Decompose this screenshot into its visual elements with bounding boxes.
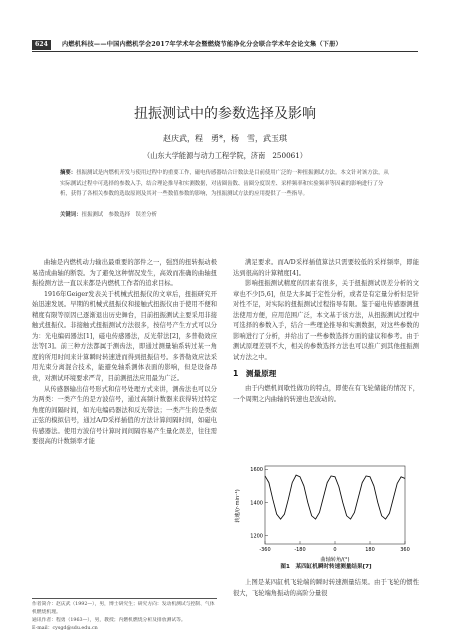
right-column [233,258,419,405]
footnote-line: 通讯作者：程勇（1963—），男，教授；内燃机燃烧分析及排放测试等。 [32,618,186,623]
left-column [32,258,217,448]
abstract [60,168,392,200]
keywords-text: 扭振测试 参数选择 误差分析 [81,212,158,218]
paragraph: 从传感器输出信号形式和信号处理方式来讲，测齿法也可以分为两类：一类产生的是方波信号，通过高频计数器来获得转过特定角度的间隔时间，如光电编码器法和反光带法；一类产生的是类似正弦的模拟信号，通过A/D采样插值的方法计算间隔时间，如磁电传感器法。使用方波信号计算时间间隔容易产生量化误差，往往需要很高的计数频率才能 [32,385,217,446]
keywords [60,210,392,220]
y-axis-label: 转速/(r·min⁻¹) [235,489,241,523]
y-tick-label: 1200 [250,533,263,540]
x-tick-label: 180 [365,547,375,553]
x-tick-label: 360 [400,547,410,553]
page-number: 624 [32,40,51,50]
section-heading: 1 测量原理 [233,369,277,379]
keywords-label: 关键词： [60,212,82,218]
abstract-label: 摘要： [60,170,77,176]
affiliation: （山东大学能源与动力工程学院，济南 250061） [142,151,307,160]
footnote-line: E-mail：cysgd@sdu.edu.cn [32,626,98,631]
speed-chart [233,460,419,564]
paragraph: 上图是某四缸机飞轮端的瞬时转速测量结果。由于飞轮的惯性很大，飞轮端角振动的高阶分量很 [233,579,419,597]
paragraph: 满足要求。而A/D采样插值算法只需要较低的采样频率，即能达到很高的计算精度[4]。 [233,259,419,277]
y-tick-label: 1600 [250,467,263,474]
x-tick-label: -180 [294,547,306,553]
authors: 赵庆武，程 勇*，杨 雪，武玉琪 [163,134,287,143]
paragraph: 影响扭振测试精度的因素有很多，关于扭振测试误差分析的文章也不少[5,6]，但是大多属于定性分析，或者是有定量分析但是针对性不足，对实际的扭振测试过程指导有限。鉴于磁电传感器测扭法使用方便，应用范围广泛，本文基于该方法，从扭振测试过程中可选择的参数入手，结合一些理论推导和实测数据，对这些参数的影响进行了分析，并给出了一些参数选择方面的建议和参考。由于测试原理差别不大，相关的参数选择方法也可以推广到其他扭振测试方法之中。 [233,280,419,361]
abstract-text: 扭振测试是内燃机开发与使用过程中的重要工作，磁电传感器结合计数法是目前使用广泛的一种扭振测试方法。本文针对该方法，从实际测试过程中可选择的参数入手，结合理论推导和实测数据，对齿圈齿数、齿圈分度误差、采样频率和实验频率等因素的影响进行了分析，获得了各相关参数的选取原则及其对一些数值参数的影响，为扭振测试方法的应用提供了一些指导。 [60,170,389,197]
paragraph: 曲轴是内燃机动力输出最重要的部件之一，强烈的扭转振动极易造成曲轴的断裂。为了避免这种情况发生，高效而准确的曲轴扭振检测方法一直以来都是内燃机工作者的追求目标。 [32,259,217,288]
running-title: 内燃机科技——中国内燃机学会2017年学术年会暨燃烧节能净化分会联合学术年会论文集（下册） [62,41,342,48]
y-tick-label: 1400 [250,500,263,507]
paper-title: 扭振测试中的参数选择及影响 [134,106,316,122]
x-axis-label: 曲轴转角/(°) [320,557,350,563]
bottom-right-text [233,578,419,599]
speed-series-line [265,475,405,519]
x-tick-label: -360 [259,547,271,553]
footnote [32,598,217,633]
x-tick-label: 0 [333,547,337,553]
paragraph: 由于内燃机间歇性做功的特点，即使在有飞轮储能的情况下，一个周期之内曲轴的转速也是波动的。 [233,385,419,403]
figure-caption: 图1 某四缸机瞬时转速测量结果[7] [280,564,372,570]
paragraph: 1916年Geiger发表关于机械式扭振仪的文章后，扭振研究开始迅速发展。早期的机械式扭振仪和接触式扭振仪由于使用不便和精度有限等原因已逐渐退出历史舞台，目前扭振测试主要采用非接触式扭振仪。非接触式扭振测试方法很多，按信号产生方式可以分为：光电编码器法[1]，磁电传感器法，反光带法[2]，多普勒效应法等[3]。前三种方法都属于测齿法，即通过测量轴系转过某一角度的所用时间来计算瞬时转速进而得到扭振信号。多普勒效应法采用光束分离混合技术，能避免轴系测体表面的影响，但是设备昂贵，对测试环境要求严苛，目前测扭法应用最为广泛。 [32,290,217,383]
footnote-line: 作者简介：赵庆武（1992—），男，博士研究生；研究方向：发动机测试与控制、气体机燃烧机理。 [32,602,215,615]
running-header [32,39,418,52]
figure-1 [233,460,419,570]
